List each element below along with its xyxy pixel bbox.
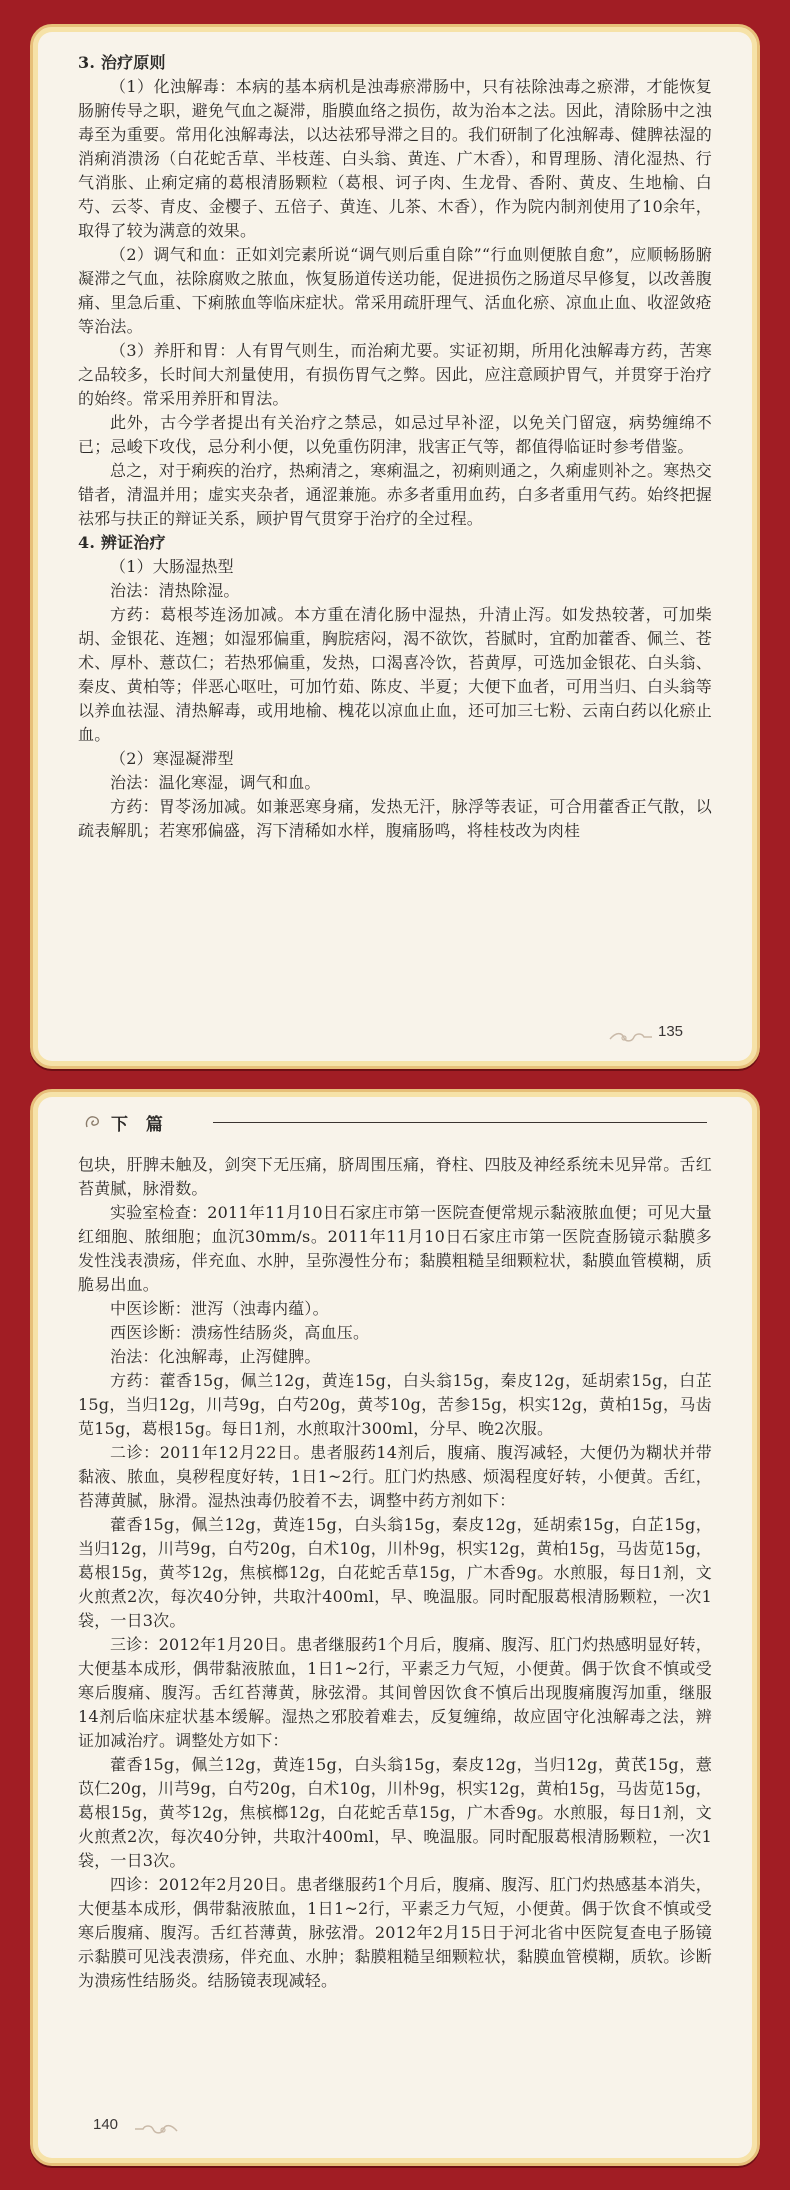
page-number: 135 bbox=[658, 1023, 684, 1040]
paragraph: 藿香15g，佩兰12g，黄连15g，白头翁15g，秦皮12g，当归12g，黄芪15g，薏苡仁20g，川芎9g，白芍20g，白术10g，川朴9g，枳实12g，黄柏15g，马齿苋15g，葛根15g，黄芩12g，焦槟榔12g，白花蛇舌草15g，广木香9g。水煎服，每日1剂，文火煎煮2次，每次40分钟，共取汁400ml，早、晚温服。同时配服葛根清肠颗粒，一次1袋，一日3次。 bbox=[78, 1755, 712, 1870]
page-number: 140 bbox=[93, 2116, 119, 2133]
paragraph: （1）化浊解毒：本病的基本病机是浊毒瘀滞肠中，只有祛除浊毒之瘀滞，才能恢复肠腑传导之职，避免气血之凝滞，脂膜血络之损伤，故为治本之法。因此，清除肠中之浊毒至为重要。常用化浊解毒法，以达祛邪导滞之目的。我们研制了化浊解毒、健脾祛湿的消痢消溃汤（白花蛇舌草、半枝莲、白头翁、黄连、广木香），和胃理肠、清化湿热、行气消胀、止痢定痛的葛根清肠颗粒（葛根、诃子肉、生龙骨、香附、黄皮、生地榆、白芍、云苓、青皮、金樱子、五倍子、黄连、儿茶、木香），作为院内制剂使用了10余年，取得了较为满意的效果。 bbox=[78, 77, 712, 240]
page-140-body bbox=[78, 1153, 712, 1993]
swirl-ornament-icon bbox=[608, 1030, 654, 1044]
paragraph: （2）寒湿凝滞型 bbox=[110, 749, 234, 768]
paragraph: 四诊：2012年2月20日。患者继服药1个月后，腹痛、腹泻、肛门灼热感基本消失，大便基本成形，偶带黏液脓血，1日1~2行，平素乏力气短，小便黄。偶于饮食不慎或受寒后腹痛、腹泻。舌红苔薄黄，脉弦滑。2012年2月15日于河北省中医院复查电子肠镜示黏膜可见浅表溃疡，伴充血、水肿；黏膜粗糙呈细颗粒状，黏膜血管模糊，质软。诊断为溃疡性结肠炎。结肠镜表现减轻。 bbox=[78, 1875, 712, 1990]
section-title: 下 篇 bbox=[111, 1115, 169, 1135]
paragraph: 实验室检查：2011年11月10日石家庄市第一医院查便常规示黏液脓血便；可见大量红细胞、脓细胞；血沉30mm/s。2011年11月10日石家庄市第一医院查肠镜示黏膜多发性浅表溃疡，伴充血、水肿，呈弥漫性分布；黏膜粗糙呈细颗粒状，黏膜血管模糊，质脆易出血。 bbox=[78, 1203, 712, 1294]
paragraph: （3）养肝和胃：人有胃气则生，而治痢尤要。实证初期，所用化浊解毒方药，苦寒之品较多，长时间大剂量使用，有损伤胃气之弊。因此，应注意顾护胃气，并贯穿于治疗的始终。常采用养肝和胃法。 bbox=[78, 341, 712, 408]
page-135-body bbox=[78, 51, 712, 843]
paragraph: 三诊：2012年1月20日。患者继服药1个月后，腹痛、腹泻、肛门灼热感明显好转，大便基本成形，偶带黏液脓血，1日1~2行，平素乏力气短，小便黄。偶于饮食不慎或受寒后腹痛、腹泻。舌红苔薄黄，脉弦滑。其间曾因饮食不慎后出现腹痛腹泻加重，继服14剂后临床症状基本缓解。湿热之邪胶着难去，反复缠绵，故应固守化浊解毒之法，辨证加减治疗。调整处方如下： bbox=[78, 1635, 712, 1750]
paragraph: 中医诊断：泄泻（浊毒内蕴）。 bbox=[110, 1299, 329, 1318]
paragraph: 此外，古今学者提出有关治疗之禁忌，如忌过早补涩，以免关门留寇，病势缠绵不已；忌峻下攻伐，忌分利小便，以免重伤阴津，戕害正气等，都值得临证时参考借鉴。 bbox=[78, 413, 712, 456]
paragraph: 总之，对于痢疾的治疗，热痢清之，寒痢温之，初痢则通之，久痢虚则补之。寒热交错者，清温并用；虚实夹杂者，通涩兼施。赤多者重用血药，白多者重用气药。始终把握祛邪与扶正的辩证关系，顾护胃气贯穿于治疗的全过程。 bbox=[78, 461, 712, 528]
section-heading: 3. 治疗原则 bbox=[78, 53, 166, 72]
paragraph: 藿香15g，佩兰12g，黄连15g，白头翁15g，秦皮12g，延胡索15g，白芷15g，当归12g，川芎9g，白芍20g，白术10g，川朴9g，枳实12g，黄柏15g，马齿苋15g，葛根15g，黄芩12g，焦槟榔12g，白花蛇舌草15g，广木香9g。水煎服，每日1剂，文火煎煮2次，每次40分钟，共取汁400ml，早、晚温服。同时配服葛根清肠颗粒，一次1袋，一日3次。 bbox=[78, 1515, 712, 1630]
paragraph: 西医诊断：溃疡性结肠炎，高血压。 bbox=[110, 1323, 370, 1342]
paragraph: 治法：化浊解毒，止泻健脾。 bbox=[110, 1347, 321, 1366]
paragraph: 方药：胃苓汤加减。如兼恶寒身痛，发热无汗，脉浮等表证，可合用藿香正气散，以疏表解肌；若寒邪偏盛，泻下清稀如水样，腹痛肠鸣，将桂枝改为肉桂 bbox=[78, 797, 712, 840]
paragraph: 方药：藿香15g，佩兰12g，黄连15g，白头翁15g，秦皮12g，延胡索15g，白芷15g，当归12g，川芎9g，白芍20g，黄芩10g，苦参15g，枳实12g，黄柏15g，马齿苋15g，葛根15g。每日1剂，水煎取汁300ml，分早、晚2次服。 bbox=[78, 1371, 712, 1438]
paragraph: 二诊：2011年12月22日。患者服药14剂后，腹痛、腹泻减轻，大便仍为糊状并带黏液、脓血，臭秽程度好转，1日1~2行。肛门灼热感、烦渴程度好转，小便黄。舌红，苔薄黄腻，脉滑。湿热浊毒仍胶着不去，调整中药方剂如下： bbox=[78, 1443, 712, 1510]
paragraph: 包块，肝脾未触及，剑突下无压痛，脐周围压痛，脊柱、四肢及神经系统未见异常。舌红苔黄腻，脉滑数。 bbox=[78, 1155, 712, 1198]
paragraph: （1）大肠湿热型 bbox=[110, 557, 234, 576]
book-page-135 bbox=[30, 24, 760, 1069]
book-page-140 bbox=[30, 1089, 760, 2166]
paragraph: 治法：清热除湿。 bbox=[110, 581, 240, 600]
paragraph: （2）调气和血：正如刘完素所说“调气则后重自除”“行血则便脓自愈”，应顺畅肠腑凝滞之气血，祛除腐败之脓血，恢复肠道传送功能，促进损伤之肠道尽早修复，以改善腹痛、里急后重、下痢脓血等临床症状。常采用疏肝理气、活血化瘀、凉血止血、收涩敛疮等治法。 bbox=[78, 245, 712, 336]
header-rule bbox=[213, 1122, 707, 1123]
paragraph: 方药：葛根芩连汤加减。本方重在清化肠中湿热，升清止泻。如发热较著，可加柴胡、金银花、连翘；如湿邪偏重，胸脘痞闷，渴不欲饮，苔腻时，宜酌加藿香、佩兰、苍术、厚朴、薏苡仁；若热邪偏重，发热，口渴喜冷饮，苔黄厚，可选加金银花、白头翁、秦皮、黄柏等；伴恶心呕吐，可加竹茹、陈皮、半夏；大便下血者，可用当归、白头翁等以养血祛湿、清热解毒，或用地榆、槐花以凉血止血，还可加三七粉、云南白药以化瘀止血。 bbox=[78, 605, 712, 744]
header-ornament-icon bbox=[83, 1113, 105, 1131]
running-header bbox=[83, 1110, 707, 1134]
section-heading: 4. 辨证治疗 bbox=[78, 533, 166, 552]
paragraph: 治法：温化寒湿，调气和血。 bbox=[110, 773, 321, 792]
swirl-ornament-icon bbox=[133, 2122, 179, 2136]
